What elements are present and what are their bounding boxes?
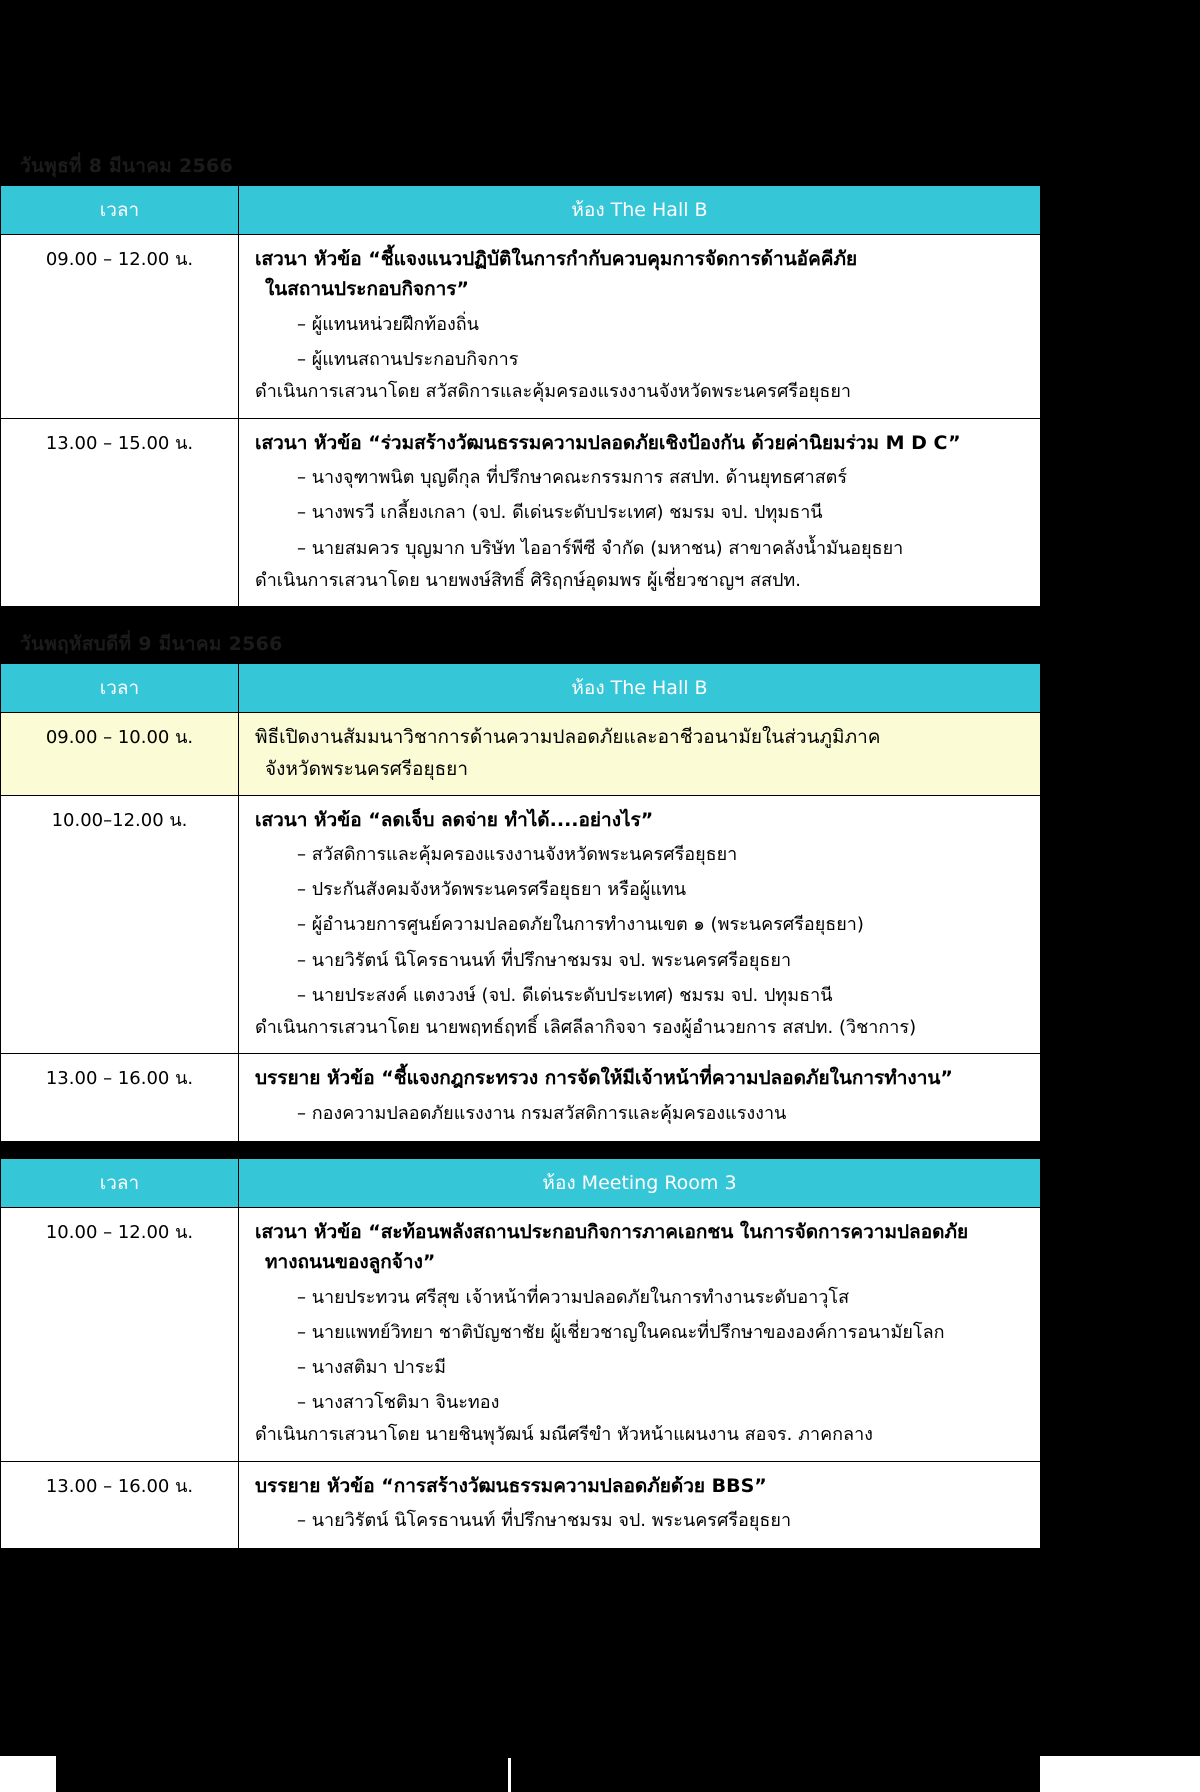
session-moderator: ดำเนินการเสวนาโดย นายพฤทธ์ฤทธิ์ เลิศลีลากิจจา รองผู้อำนวยการ สสปท. (วิชาการ)	[255, 1016, 917, 1038]
list-item: – ผู้อำนวยการศูนย์ความปลอดภัยในการทำงานเขต ๑ (พระนครศรีอยุธยา)	[297, 907, 1028, 942]
table-header-row	[1, 1158, 1041, 1207]
table-row	[1, 1054, 1041, 1141]
footer-center-tick	[508, 1758, 511, 1792]
bottom-black-margin	[0, 1549, 1040, 1609]
speaker-list	[255, 837, 1028, 1012]
speaker-list	[255, 1280, 1028, 1420]
session-body	[239, 418, 1041, 606]
schedule-sheet	[0, 145, 1040, 1609]
session-topic-line1: บรรยาย หัวข้อ “ชี้แจงกฎกระทรวง การจัดให้มีเจ้าหน้าที่ความปลอดภัยในการทำงาน”	[255, 1067, 953, 1090]
table-row	[1, 1207, 1041, 1461]
session-body	[239, 1054, 1041, 1141]
day-2-date-band	[0, 623, 1040, 663]
speaker-list	[255, 460, 1028, 565]
speaker-list	[255, 1503, 1028, 1538]
list-item: – ประกันสังคมจังหวัดพระนครศรีอยุธยา หรือผู้แทน	[297, 872, 1028, 907]
list-item: – ผู้แทนหน่วยฝึกท้องถิ่น	[297, 307, 1028, 342]
session-body	[239, 1207, 1041, 1461]
session-topic-line1: เสวนา หัวข้อ “ลดเจ็บ ลดจ่าย ทำได้....อย่างไร”	[255, 808, 654, 831]
list-item: – นายประสงค์ แตงวงษ์ (จป. ดีเด่นระดับประเทศ) ชมรม จป. ปทุมธานี	[297, 978, 1028, 1013]
session-time: 10.00–12.00 น.	[1, 795, 239, 1053]
table-row-highlighted	[1, 713, 1041, 796]
session-topic-line2: ทางถนนของลูกจ้าง”	[265, 1251, 436, 1274]
session-body	[239, 713, 1041, 796]
session-topic-line1: เสวนา หัวข้อ “ชี้แจงแนวปฏิบัติในการกำกับควบคุมการจัดการด้านอัคคีภัย	[255, 248, 858, 270]
column-header-room: ห้อง The Hall B	[239, 664, 1041, 713]
list-item: – กองความปลอดภัยแรงงาน กรมสวัสดิการและคุ้มครองแรงงาน	[297, 1096, 1028, 1131]
meeting-room-3-table	[0, 1158, 1041, 1550]
session-time: 10.00 – 12.00 น.	[1, 1207, 239, 1461]
session-moderator: ดำเนินการเสวนาโดย นายพงษ์สิทธิ์ ศิริฤกษ์อุดมพร ผู้เชี่ยวชาญฯ สสปท.	[255, 569, 801, 591]
footer-left-edge	[0, 1756, 56, 1792]
session-time: 13.00 – 16.00 น.	[1, 1461, 239, 1548]
session-topic-line1: บรรยาย หัวข้อ “การสร้างวัฒนธรรมความปลอดภัยด้วย BBS”	[255, 1474, 767, 1497]
list-item: – นางพรวี เกลี้ยงเกลา (จป. ดีเด่นระดับประเทศ) ชมรม จป. ปทุมธานี	[297, 495, 1028, 530]
session-time: 13.00 – 16.00 น.	[1, 1054, 239, 1141]
speaker-list	[255, 1096, 1028, 1131]
column-header-room: ห้อง Meeting Room 3	[239, 1158, 1041, 1207]
session-topic-line1: พิธีเปิดงานสัมมนาวิชาการด้านความปลอดภัยและอาชีวอนามัยในส่วนภูมิภาค	[255, 726, 881, 749]
session-body	[239, 795, 1041, 1053]
day-separator	[0, 607, 1040, 623]
list-item: – นางสติมา ปาระมี	[297, 1350, 1028, 1385]
list-item: – นายวิรัตน์ นิโครธานนท์ ที่ปรึกษาชมรม จป. พระนครศรีอยุธยา	[297, 1503, 1028, 1538]
day-1-date-label: วันพุธที่ 8 มีนาคม 2566	[20, 155, 234, 177]
table-header-row	[1, 186, 1041, 235]
list-item: – นางสาวโชติมา จินะทอง	[297, 1385, 1028, 1420]
table-row	[1, 1461, 1041, 1548]
session-time: 13.00 – 15.00 น.	[1, 418, 239, 606]
session-topic-line2: จังหวัดพระนครศรีอยุธยา	[265, 757, 468, 780]
list-item: – นางจุฑาพนิต บุญดีกุล ที่ปรึกษาคณะกรรมการ สสปท. ด้านยุทธศาสตร์	[297, 460, 1028, 495]
session-body	[239, 235, 1041, 419]
list-item: – นายประทวน ศรีสุข เจ้าหน้าที่ความปลอดภัยในการทำงานระดับอาวุโส	[297, 1280, 1028, 1315]
day-2-date-label: วันพฤหัสบดีที่ 9 มีนาคม 2566	[20, 633, 283, 656]
list-item: – นายแพทย์วิทยา ชาติบัญชาชัย ผู้เชี่ยวชาญในคณะที่ปรึกษาขององค์การอนามัยโลก	[297, 1315, 1028, 1350]
session-topic-line2: ในสถานประกอบกิจการ”	[265, 278, 469, 301]
column-header-time: เวลา	[1, 1158, 239, 1207]
column-header-room: ห้อง The Hall B	[239, 186, 1041, 235]
session-topic-line1: เสวนา หัวข้อ “สะท้อนพลังสถานประกอบกิจการภาคเอกชน ในการจัดการความปลอดภัย	[255, 1220, 969, 1243]
session-time: 09.00 – 12.00 น.	[1, 235, 239, 419]
right-black-margin	[1040, 0, 1200, 1792]
list-item: – นายวิรัตน์ นิโครธานนท์ ที่ปรึกษาชมรม จป. พระนครศรีอยุธยา	[297, 943, 1028, 978]
session-moderator: ดำเนินการเสวนาโดย สวัสดิการและคุ้มครองแรงงานจังหวัดพระนครศรีอยุธยา	[255, 381, 852, 403]
session-moderator: ดำเนินการเสวนาโดย นายชินพุวัฒน์ มณีศรีขำ หัวหน้าแผนงาน สอจร. ภาคกลาง	[255, 1424, 873, 1446]
room-separator	[0, 1142, 1040, 1158]
day-2-table	[0, 663, 1041, 1142]
table-row	[1, 795, 1041, 1053]
list-item: – ผู้แทนสถานประกอบกิจการ	[297, 342, 1028, 377]
table-header-row	[1, 664, 1041, 713]
column-header-time: เวลา	[1, 186, 239, 235]
day-1-table	[0, 185, 1041, 607]
list-item: – นายสมควร บุญมาก บริษัท ไออาร์พีซี จำกัด (มหาชน) สาขาคลังน้ำมันอยุธยา	[297, 531, 1028, 566]
session-body	[239, 1461, 1041, 1548]
list-item: – สวัสดิการและคุ้มครองแรงงานจังหวัดพระนครศรีอยุธยา	[297, 837, 1028, 872]
column-header-time: เวลา	[1, 664, 239, 713]
footer-strip	[0, 1756, 1200, 1792]
session-time: 09.00 – 10.00 น.	[1, 713, 239, 796]
table-row	[1, 418, 1041, 606]
session-topic-line1: เสวนา หัวข้อ “ร่วมสร้างวัฒนธรรมความปลอดภัยเชิงป้องกัน ด้วยค่านิยมร่วม M D C”	[255, 431, 961, 454]
top-black-margin	[0, 0, 1200, 145]
table-row	[1, 235, 1041, 419]
footer-right-edge	[1040, 1756, 1200, 1792]
day-1-date-band	[0, 145, 1040, 185]
speaker-list	[255, 307, 1028, 377]
